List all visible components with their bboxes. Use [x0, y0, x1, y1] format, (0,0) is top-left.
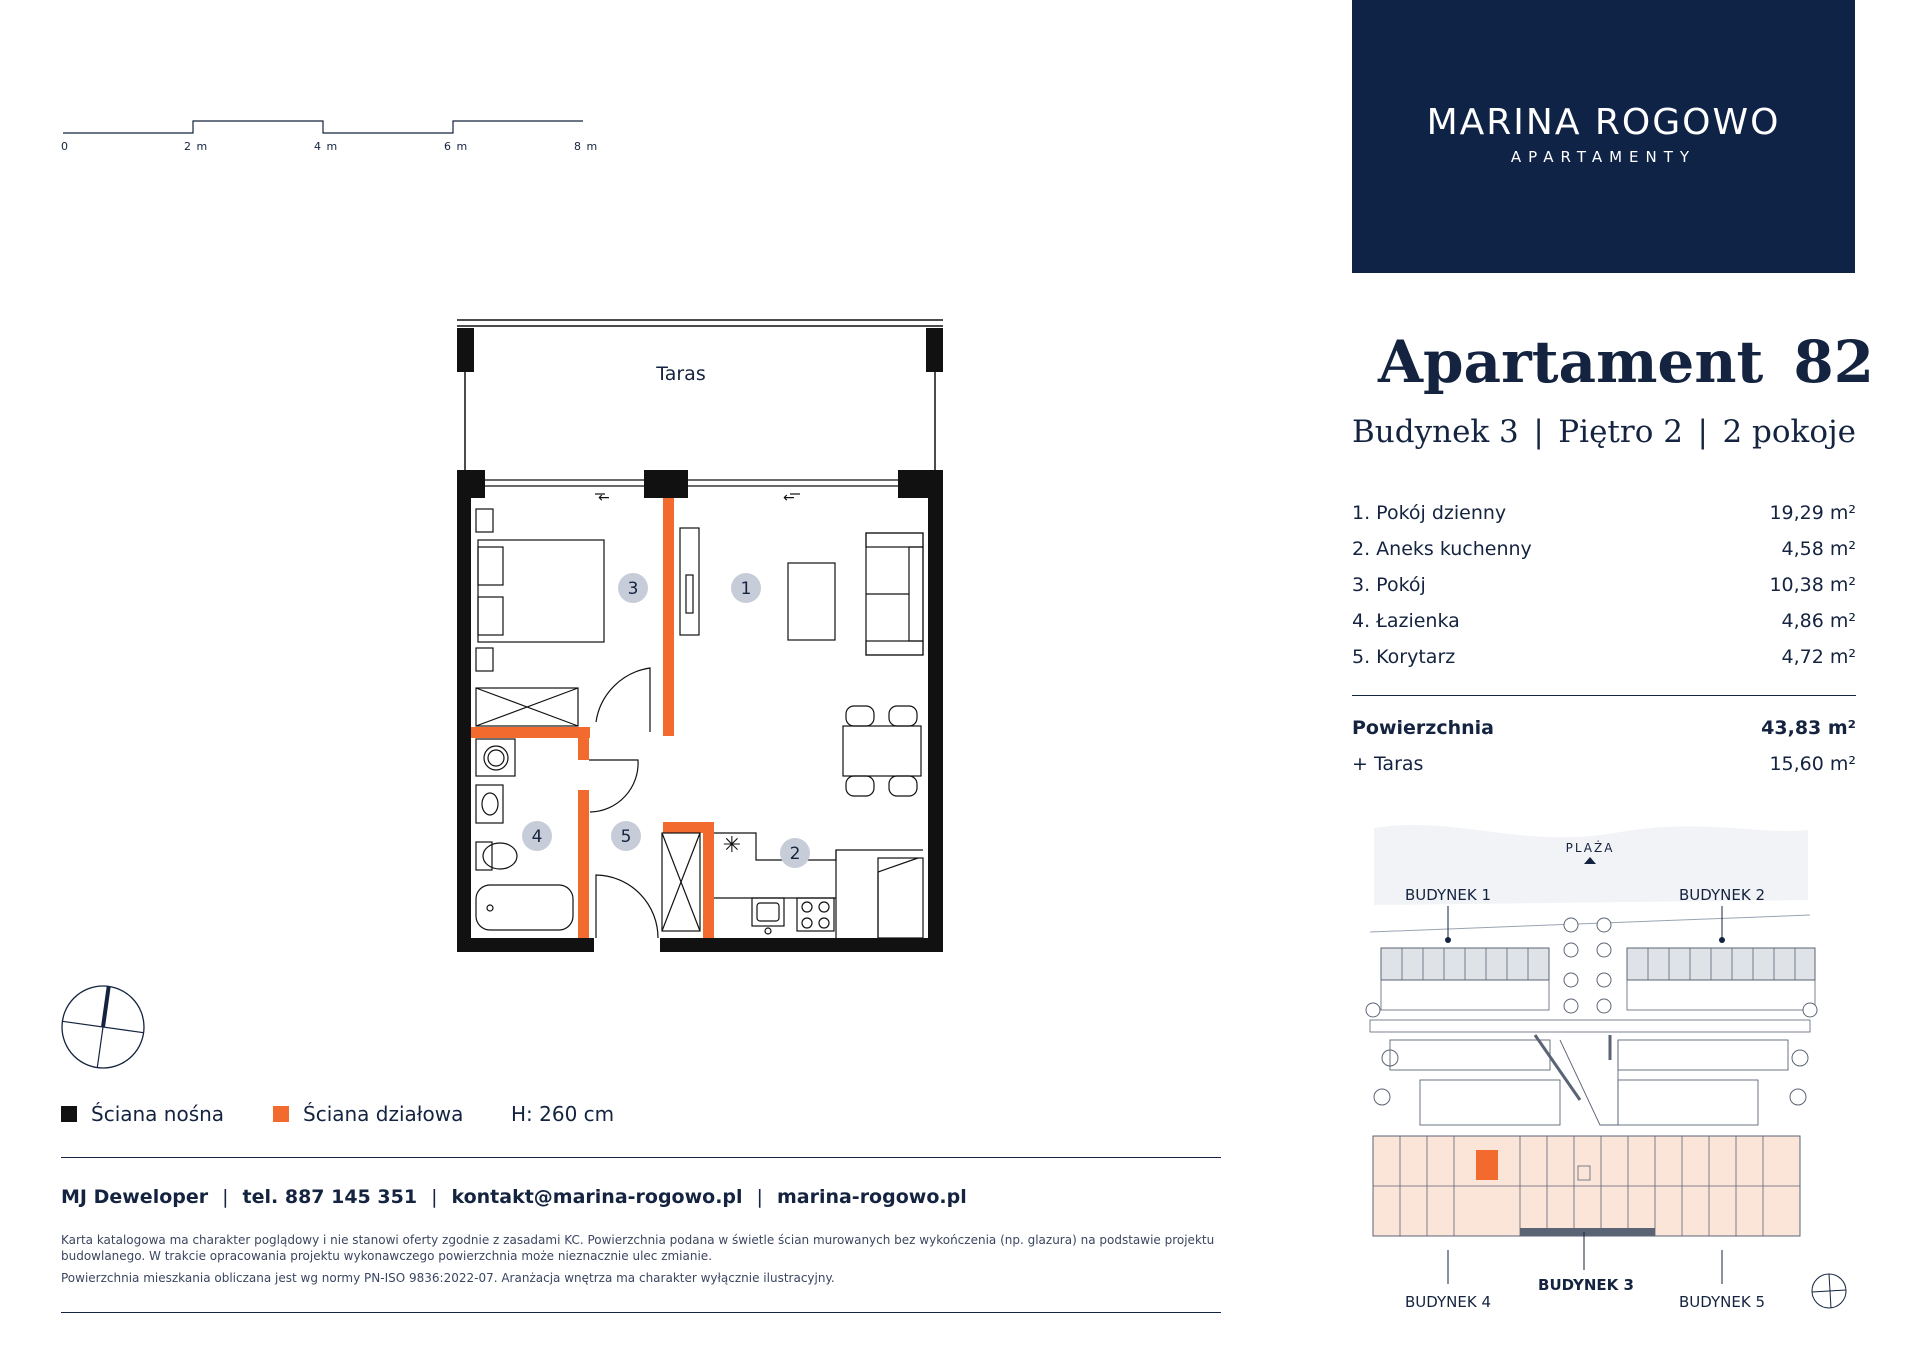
scale-label-8m: 8 m — [574, 140, 599, 153]
room-row-5 — [1352, 646, 1856, 668]
total-area-value: 43,83 m² — [1761, 717, 1856, 739]
sliding-door-arrow-icon: ← — [598, 490, 610, 506]
brand-name: MARINA ROGOWO — [1426, 102, 1781, 143]
separator: | — [1533, 414, 1544, 450]
disclaimer-1: Karta katalogowa ma charakter poglądowy i nie stanowi oferty zgodnie z zasadami KC. Powierzchnia podana w świetle ścian murowanych bez wykończenia (np. glazura) na podstawie projektu budowlanego. W trakcie opracowania projektu wykonawczego powierzchnia może nieznacznie ulec zmianie. — [61, 1233, 1215, 1263]
room-area: 19,29 m² — [1769, 502, 1856, 524]
beach-label: PLAŻA — [1565, 841, 1615, 855]
separator: | — [756, 1186, 763, 1208]
sliding-door-arrow-icon: ← — [783, 490, 795, 506]
legend-height — [511, 1102, 614, 1126]
room-marker-2: 2 — [789, 844, 801, 864]
legend-partition-label: Ściana działowa — [303, 1102, 464, 1126]
floor-label: Piętro 2 — [1558, 414, 1683, 450]
scale-label-2m: 2 m — [184, 140, 209, 153]
building-3-label: BUDYNEK 3 — [1538, 1276, 1634, 1294]
room-row-2 — [1352, 538, 1856, 560]
room-row-1 — [1352, 502, 1856, 524]
apartment-title — [1378, 328, 1874, 396]
extractor-fan-icon: ✳ — [722, 833, 742, 858]
separator: | — [222, 1186, 229, 1208]
developer-name: MJ Deweloper — [61, 1186, 209, 1208]
rooms-count-label: 2 pokoje — [1722, 414, 1856, 450]
footer-divider — [61, 1157, 1221, 1158]
terrace-area-label: + Taras — [1352, 753, 1424, 775]
site-compass-icon — [1812, 1274, 1846, 1308]
room-marker-3: 3 — [627, 579, 639, 599]
room-marker-5: 5 — [620, 827, 632, 847]
building-5-label: BUDYNEK 5 — [1678, 1293, 1766, 1311]
room-area: 4,72 m² — [1781, 646, 1856, 668]
phone-link[interactable]: tel. 887 145 351 — [242, 1186, 418, 1208]
room-marker-4: 4 — [531, 827, 543, 847]
brand-logo-box — [1352, 0, 1855, 273]
site-plan — [1360, 815, 1860, 1315]
legend-partition-wall — [273, 1102, 463, 1126]
scale-label-0: 0 — [61, 140, 69, 153]
total-area-label: Powierzchnia — [1352, 717, 1495, 739]
building-label: Budynek 3 — [1352, 414, 1519, 450]
terrace-area-row — [1352, 753, 1856, 775]
building-2-label: BUDYNEK 2 — [1678, 886, 1766, 904]
floor-plan — [440, 310, 960, 970]
room-label: 2. Aneks kuchenny — [1352, 538, 1532, 560]
furniture — [476, 509, 923, 938]
website-link[interactable]: marina-rogowo.pl — [776, 1186, 967, 1208]
bearing-wall-swatch — [61, 1106, 77, 1122]
separator: | — [1697, 414, 1708, 450]
apartment-title-word: Apartament — [1378, 328, 1764, 396]
terrace-area-value: 15,60 m² — [1769, 753, 1856, 775]
room-label: 5. Korytarz — [1352, 646, 1456, 668]
room-area: 4,58 m² — [1781, 538, 1856, 560]
scale-label-4m: 4 m — [314, 140, 339, 153]
room-area: 10,38 m² — [1769, 574, 1856, 596]
building-4-label: BUDYNEK 4 — [1404, 1293, 1492, 1311]
divider — [1352, 695, 1856, 696]
email-link[interactable]: kontakt@marina-rogowo.pl — [451, 1186, 743, 1208]
brand-subtitle: APARTAMENTY — [1510, 148, 1697, 166]
legend-bearing-wall — [61, 1102, 224, 1126]
footer-divider — [61, 1312, 1221, 1313]
room-label: 1. Pokój dzienny — [1352, 502, 1507, 524]
partition-wall-swatch — [273, 1106, 289, 1122]
legend-bearing-label: Ściana nośna — [91, 1102, 225, 1126]
room-label: 4. Łazienka — [1352, 610, 1460, 632]
compass-icon — [58, 982, 150, 1074]
room-label: 3. Pokój — [1352, 574, 1426, 596]
window-frames — [485, 480, 898, 494]
disclaimer-2: Powierzchnia mieszkania obliczana jest wg normy PN-ISO 9836:2022-07. Aranżacja wnętrza ma charakter wyłącznie ilustracyjny. — [61, 1271, 835, 1285]
legend-height-label: H: 260 cm — [511, 1102, 615, 1126]
terrace — [457, 320, 943, 470]
apartment-subtitle — [1352, 414, 1856, 450]
room-row-4 — [1352, 610, 1856, 632]
room-marker-1: 1 — [740, 579, 752, 599]
terrace-label: Taras — [656, 363, 706, 385]
contact-line — [61, 1186, 967, 1208]
separator: | — [431, 1186, 438, 1208]
apartment-number: 82 — [1793, 328, 1875, 396]
building-1-label: BUDYNEK 1 — [1404, 886, 1492, 904]
room-row-3 — [1352, 574, 1856, 596]
room-area: 4,86 m² — [1781, 610, 1856, 632]
total-area-row — [1352, 717, 1856, 739]
scale-label-6m: 6 m — [444, 140, 469, 153]
